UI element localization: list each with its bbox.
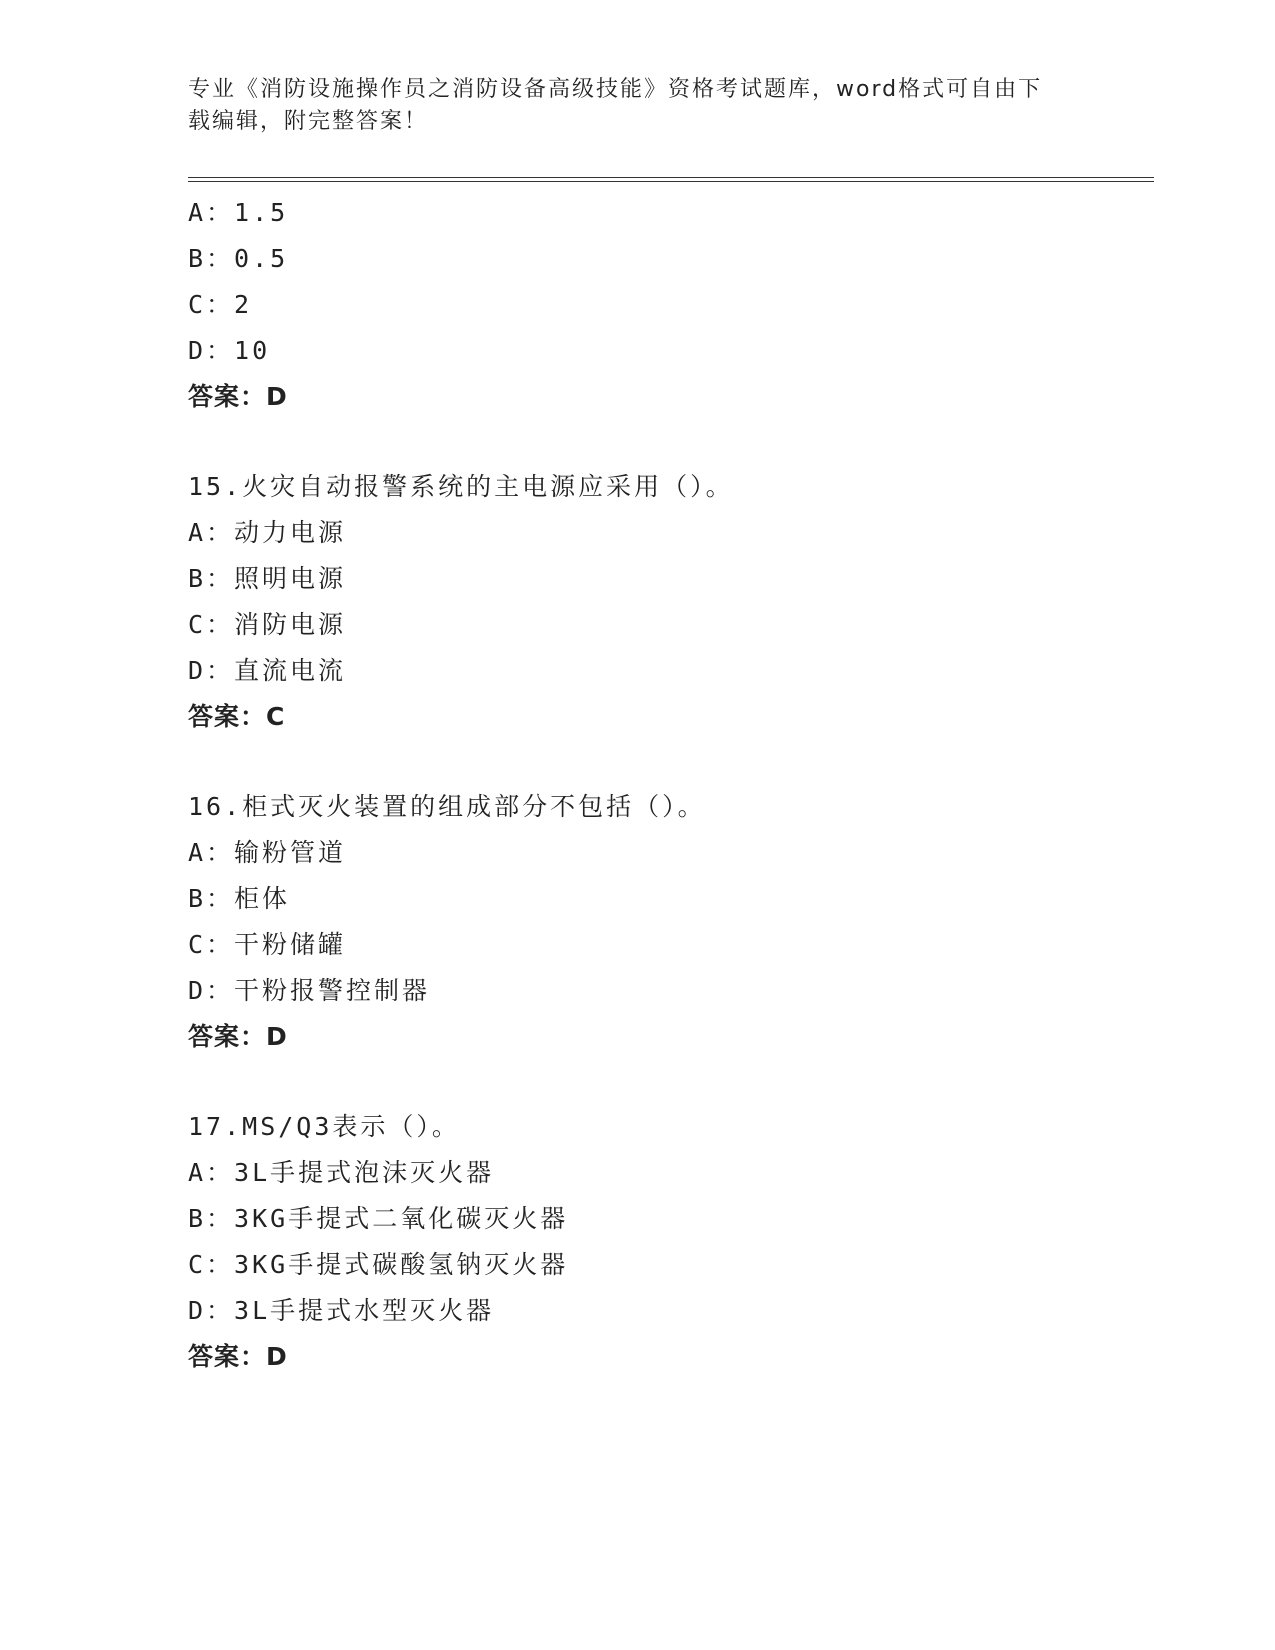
option-d: D：10 [188,336,271,365]
question-stem: 17.MS/Q3表示（）。 [188,1112,460,1141]
option-b: B：0.5 [188,244,289,273]
option-d: D：直流电流 [188,656,347,685]
header-divider [188,177,1154,182]
answer-line: 答案：D [188,1022,288,1051]
question-block-16 [188,784,1148,1060]
header-line-2: 载编辑，附完整答案！ [188,109,429,134]
question-block-17 [188,1104,1148,1380]
document-header [188,74,1068,138]
option-c: C：2 [188,290,253,319]
question-list [188,190,1148,1380]
spacer [188,740,1148,784]
option-b: B：3KG手提式二氧化碳灭火器 [188,1204,569,1233]
answer-line: 答案：D [188,382,288,411]
header-line-1: 专业《消防设施操作员之消防设备高级技能》资格考试题库，word格式可自由下 [188,77,1043,102]
option-a: A：输粉管道 [188,838,347,867]
option-a: A：动力电源 [188,518,347,547]
option-c: C：消防电源 [188,610,347,639]
question-stem: 16.柜式灭火装置的组成部分不包括（）。 [188,792,706,821]
answer-line: 答案：C [188,702,286,731]
option-d: D：干粉报警控制器 [188,976,431,1005]
answer-line: 答案：D [188,1342,288,1371]
option-b: B：照明电源 [188,564,347,593]
option-b: B：柜体 [188,884,291,913]
spacer [188,420,1148,464]
option-c: C：干粉储罐 [188,930,347,959]
question-block-15 [188,464,1148,740]
question-stem: 15.火灾自动报警系统的主电源应采用（）。 [188,472,734,501]
question-block-partial [188,190,1148,420]
option-c: C：3KG手提式碳酸氢钠灭火器 [188,1250,569,1279]
option-a: A：1.5 [188,198,289,227]
option-d: D：3L手提式水型灭火器 [188,1296,495,1325]
spacer [188,1060,1148,1104]
option-a: A：3L手提式泡沫灭火器 [188,1158,495,1187]
